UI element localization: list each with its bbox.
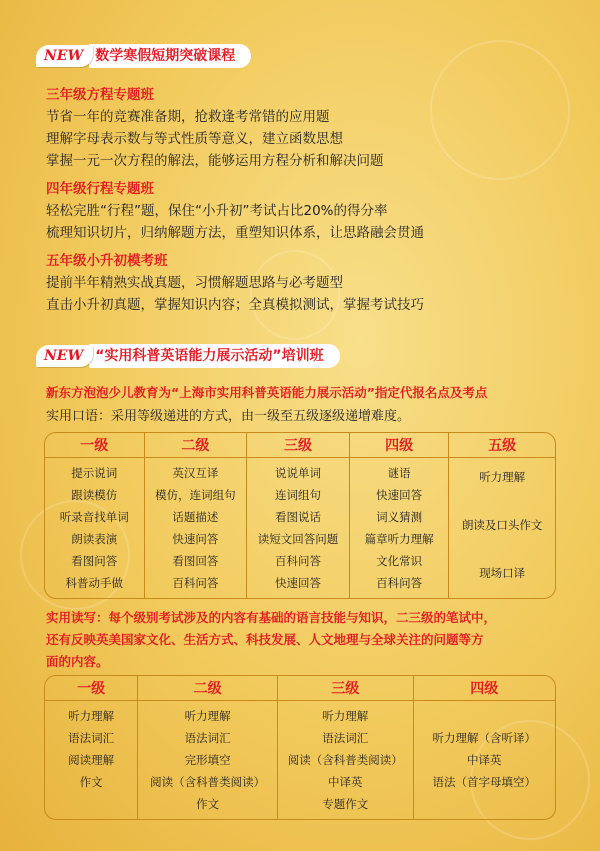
table-cell-item: 看图说话: [275, 510, 322, 524]
oral-header-level4: 四级: [350, 433, 450, 458]
table-cell-item: 话题描述: [172, 510, 219, 524]
oral-column-level2: [145, 458, 248, 598]
table-cell-item: 朗读及口头作文: [461, 518, 543, 532]
class-line: 节省一年的竞赛准备期，抢救逢考常错的应用题: [46, 109, 330, 125]
new-badge: NEW: [36, 345, 93, 367]
reading-intro-line: 面的内容。: [46, 654, 109, 669]
table-cell-item: 阅读理解: [68, 753, 115, 767]
class-line: 理解字母表示数与等式性质等意义，建立函数思想: [46, 131, 343, 147]
table-cell-item: 阅读（含科普类阅读）: [150, 775, 266, 789]
reading-column-level3: [278, 701, 414, 819]
table-cell-item: 百科问答: [275, 554, 322, 568]
reading-levels-table: [44, 675, 556, 820]
reading-header-level3: 三级: [278, 676, 414, 701]
table-cell-item: 听力理解: [479, 470, 526, 484]
oral-header-level3: 三级: [247, 433, 350, 458]
table-cell-item: 完形填空: [184, 753, 231, 767]
table-cell-item: 现场口译: [479, 566, 526, 580]
reading-header-level1: 一级: [45, 676, 138, 701]
reading-header-level2: 二级: [138, 676, 278, 701]
table-cell-item: 模仿，连词组句: [155, 488, 236, 502]
class-title-grade3: 三年级方程专题班: [46, 87, 154, 103]
table-cell-item: 听力理解: [68, 709, 115, 723]
table-cell-item: 连词组句: [275, 488, 322, 502]
table-cell-item: 快速问答: [172, 532, 219, 546]
table-cell-item: 中译英: [467, 753, 502, 767]
table-cell-item: 语法（首字母填空）: [432, 775, 537, 789]
table-cell-item: 阅读（含科普类阅读）: [287, 753, 403, 767]
table-cell-item: 语法词汇: [184, 731, 231, 745]
table-cell-item: 读短文回答问题: [257, 532, 339, 546]
table-cell-item: 文化常识: [376, 554, 423, 568]
class-title-grade5: 五年级小升初模考班: [46, 253, 168, 269]
table-cell-item: 作文: [79, 775, 103, 789]
table-cell-item: 百科问答: [172, 576, 219, 590]
table-cell-item: 百科问答: [376, 576, 423, 590]
table-cell-item: 听录音找单词: [59, 510, 129, 524]
table-cell-item: 听力理解（含听译）: [432, 731, 537, 745]
class-line: 掌握一元一次方程的解法，能够运用方程分析和解决问题: [46, 153, 384, 169]
section1-title: 数学寒假短期突破课程: [89, 44, 251, 68]
oral-column-level4: [350, 458, 450, 598]
class-line: 轻松完胜“行程”题，保住“小升初”考试占比20%的得分率: [46, 203, 388, 219]
table-cell-item: 语法词汇: [68, 731, 115, 745]
oral-header-level1: 一级: [45, 433, 145, 458]
table-cell-item: 谜语: [387, 466, 411, 480]
reading-column-level2: [138, 701, 278, 819]
table-cell-item: 说说单词: [275, 466, 322, 480]
table-cell-item: 篇章听力理解: [364, 532, 434, 546]
reading-column-level1: [45, 701, 138, 819]
table-cell-item: 跟读模仿: [71, 488, 118, 502]
reading-intro-line: 实用读写：每个级别考试涉及的内容有基础的语言技能与知识，二三级的笔试中，: [46, 610, 497, 625]
table-cell-item: 快速回答: [376, 488, 423, 502]
class-line: 直击小升初真题，掌握知识内容；全真模拟测试，掌握考试技巧: [46, 297, 424, 313]
oral-levels-table: [44, 432, 556, 599]
oral-header-level5: 五级: [449, 433, 555, 458]
table-cell-item: 专题作文: [322, 797, 369, 811]
table-cell-item: 听力理解: [322, 709, 369, 723]
section2-header: [36, 343, 340, 369]
section2-intro-oral: 实用口语：采用等级递进的方式，由一级至五级逐级递增难度。: [46, 409, 411, 424]
table-cell-item: 看图问答: [71, 554, 118, 568]
class-line: 提前半年精熟实战真题，习惯解题思路与必考题型: [46, 275, 343, 291]
table-cell-item: 科普动手做: [65, 576, 124, 590]
table-cell-item: 朗读表演: [71, 532, 118, 546]
section2-intro-red: 新东方泡泡少儿教育为“上海市实用科普英语能力展示活动”指定代报名点及考点: [46, 385, 488, 400]
decorative-circle: [430, 40, 570, 180]
class-line: 梳理知识切片，归纳解题方法，重塑知识体系，让思路融会贯通: [46, 225, 424, 241]
table-cell-item: 语法词汇: [322, 731, 369, 745]
reading-intro-line: 还有反映英美国家文化、生活方式、科技发展、人文地理与全球关注的问题等方: [46, 632, 484, 647]
oral-column-level3: [247, 458, 350, 598]
oral-column-level1: [45, 458, 145, 598]
reading-column-level4: [414, 701, 555, 819]
new-badge: NEW: [36, 45, 93, 67]
section2-title: “实用科普英语能力展示活动”培训班: [89, 344, 339, 368]
reading-header-level4: 四级: [414, 676, 555, 701]
table-cell-item: 作文: [196, 797, 220, 811]
class-title-grade4: 四年级行程专题班: [46, 181, 154, 197]
table-cell-item: 提示说词: [71, 466, 118, 480]
oral-column-level5: [449, 458, 555, 598]
table-cell-item: 看图回答: [172, 554, 219, 568]
table-cell-item: 中译英: [327, 775, 363, 789]
table-cell-item: 快速回答: [275, 576, 322, 590]
table-cell-item: 英汉互译: [172, 466, 219, 480]
oral-header-level2: 二级: [145, 433, 248, 458]
table-cell-item: 听力理解: [184, 709, 231, 723]
table-cell-item: 词义猜测: [376, 510, 423, 524]
section1-header: [36, 43, 251, 69]
